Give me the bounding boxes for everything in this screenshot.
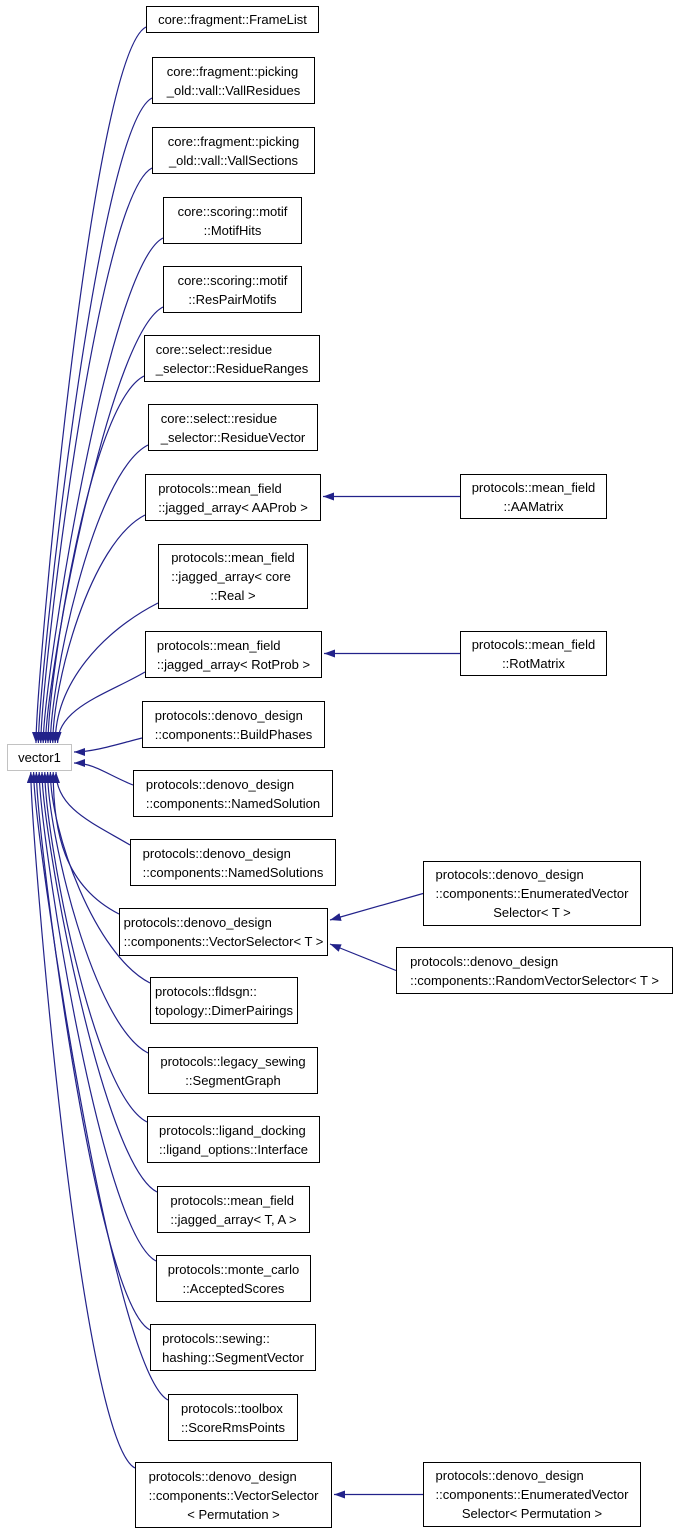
class-label-line: Selector< T > <box>493 905 571 920</box>
class-label-line: ::components::RandomVectorSelector< T > <box>410 972 659 988</box>
class-label-line: _old::vall::VallResidues <box>166 82 301 98</box>
class-label-line: core::fragment::picking <box>166 63 299 79</box>
class-label-line: protocols::denovo_design <box>123 915 272 930</box>
class-label-line: vector1 <box>18 750 61 765</box>
class-node-aa-matrix[interactable] <box>460 474 607 519</box>
class-node-score-rms-points[interactable] <box>168 1394 298 1441</box>
class-label <box>159 1121 308 1159</box>
class-node-jagged-array-core-real[interactable] <box>158 544 308 609</box>
class-node-dimer-pairings[interactable] <box>150 977 298 1024</box>
inheritance-edge-frame-list <box>36 27 146 743</box>
class-node-random-vector-selector-t[interactable] <box>396 947 673 994</box>
class-label-line: protocols::ligand_docking <box>159 1122 306 1138</box>
class-label-line: ::components::VectorSelector <box>148 1487 319 1503</box>
class-label-line: ::components::EnumeratedVector <box>435 886 629 901</box>
class-label-line: protocols::denovo_design <box>154 707 303 723</box>
class-label <box>155 982 293 1020</box>
class-label-line: protocols::mean_field <box>471 479 596 495</box>
class-label-line: _selector::ResidueRanges <box>155 360 309 376</box>
class-label-line: protocols::toolbox <box>180 1400 283 1416</box>
class-label-line: protocols::fldsgn:: <box>155 983 257 999</box>
class-label <box>143 844 324 882</box>
class-label-line: ::AAMatrix <box>503 498 564 514</box>
class-label-line: protocols::mean_field <box>170 1192 294 1208</box>
class-label-line: protocols::denovo_design <box>410 953 559 969</box>
class-node-enumerated-vector-selector-permutation[interactable] <box>423 1462 641 1527</box>
class-label-line: ::MotifHits <box>203 222 262 238</box>
class-label-line: _old::vall::VallSections <box>168 152 299 168</box>
class-label-line: ::components::BuildPhases <box>154 726 313 742</box>
class-label-line: ::ResPairMotifs <box>188 291 277 307</box>
class-label-line: protocols::legacy_sewing <box>160 1053 306 1069</box>
class-label <box>171 548 295 605</box>
class-label <box>167 62 300 100</box>
class-label <box>181 1399 285 1437</box>
class-label <box>155 706 313 744</box>
class-label <box>168 1260 300 1298</box>
class-label <box>170 1191 296 1229</box>
class-node-motif-hits[interactable] <box>163 197 302 244</box>
class-label <box>160 1052 305 1090</box>
class-node-named-solutions[interactable] <box>130 839 336 886</box>
class-label-line: protocols::mean_field <box>158 480 282 496</box>
class-label <box>168 132 300 170</box>
class-label <box>162 1329 304 1367</box>
class-label <box>158 479 308 517</box>
class-node-vall-sections[interactable] <box>152 127 315 174</box>
class-label-line: protocols::denovo_design <box>148 1468 297 1484</box>
class-label-line: _selector::ResidueVector <box>160 429 306 445</box>
class-label-line: ::ligand_options::Interface <box>159 1141 308 1157</box>
class-label-line: protocols::denovo_design <box>435 1468 584 1483</box>
class-label-line: < Permutation > <box>187 1506 280 1522</box>
inheritance-edge-residue-ranges <box>48 376 144 743</box>
class-label-line: protocols::denovo_design <box>145 776 295 792</box>
class-label <box>158 10 307 29</box>
class-label <box>436 865 629 922</box>
class-label-line: Selector< Permutation > <box>461 1506 603 1521</box>
class-label-line: core::scoring::motif <box>177 203 288 219</box>
class-node-enumerated-vector-selector-t[interactable] <box>423 861 641 926</box>
class-label-line: core::select::residue <box>155 341 273 357</box>
inheritance-edge-enumerated-vector-selector-t <box>330 894 423 921</box>
class-label-line: ::jagged_array< AAProb > <box>158 499 308 515</box>
class-label-line: protocols::sewing:: <box>162 1330 270 1346</box>
class-label-line: protocols::mean_field <box>471 636 596 652</box>
class-node-vector-selector-t[interactable] <box>119 908 328 956</box>
class-node-segment-vector[interactable] <box>150 1324 316 1371</box>
class-node-frame-list[interactable] <box>146 6 319 33</box>
class-label <box>146 775 320 813</box>
class-label-line: protocols::denovo_design <box>435 867 584 882</box>
class-node-segment-graph[interactable] <box>148 1047 318 1094</box>
class-label-line: ::SegmentGraph <box>185 1072 281 1088</box>
class-node-interface[interactable] <box>147 1116 320 1163</box>
class-node-jagged-array-aaprob[interactable] <box>145 474 321 521</box>
class-label <box>472 635 596 673</box>
class-label <box>161 409 306 447</box>
class-label-line: ::components::NamedSolution <box>145 795 321 811</box>
inheritance-edge-jagged-array-rotprob <box>58 672 145 743</box>
class-node-residue-ranges[interactable] <box>144 335 320 382</box>
class-label <box>436 1466 629 1523</box>
class-label <box>18 748 61 767</box>
class-label <box>472 478 596 516</box>
class-label-line: ::AcceptedScores <box>182 1280 285 1296</box>
inheritance-edge-build-phases <box>74 738 142 752</box>
class-label-line: ::Real > <box>210 588 256 603</box>
class-node-vall-residues[interactable] <box>152 57 315 104</box>
class-label <box>124 913 324 951</box>
inheritance-edge-random-vector-selector-t <box>330 944 396 971</box>
class-node-rot-matrix[interactable] <box>460 631 607 676</box>
class-node-named-solution[interactable] <box>133 770 333 817</box>
class-label <box>178 271 288 309</box>
class-node-jagged-array-t-a[interactable] <box>157 1186 310 1233</box>
class-label <box>149 1467 319 1524</box>
class-node-accepted-scores[interactable] <box>156 1255 311 1302</box>
class-label-line: core::fragment::picking <box>167 133 300 149</box>
class-label-line: ::ScoreRmsPoints <box>180 1419 286 1435</box>
inheritance-edge-residue-vector <box>50 445 148 743</box>
class-label-line: core::fragment::FrameList <box>158 12 307 27</box>
inheritance-edge-named-solutions <box>56 772 130 845</box>
class-label-line: protocols::mean_field <box>156 637 281 653</box>
class-label-line: ::RotMatrix <box>502 655 565 671</box>
class-label-line: ::components::EnumeratedVector <box>435 1487 629 1502</box>
class-label-line: topology::DimerPairings <box>155 1002 294 1018</box>
class-node-residue-vector[interactable] <box>148 404 318 451</box>
class-node-res-pair-motifs[interactable] <box>163 266 302 313</box>
class-label-line: protocols::denovo_design <box>142 845 291 861</box>
class-node-jagged-array-rotprob[interactable] <box>145 631 322 678</box>
class-node-build-phases[interactable] <box>142 701 325 748</box>
class-node-vector1 <box>7 744 72 771</box>
class-label-line: ::components::VectorSelector< T > <box>123 934 324 949</box>
class-label <box>178 202 288 240</box>
class-label <box>156 340 308 378</box>
class-label-line: ::jagged_array< T, A > <box>170 1211 297 1227</box>
class-label-line: core::scoring::motif <box>177 272 288 288</box>
class-node-vector-selector-permutation[interactable] <box>135 1462 332 1528</box>
class-label <box>157 636 310 674</box>
class-label-line: ::jagged_array< core <box>171 569 291 584</box>
class-label-line: ::components::NamedSolutions <box>142 864 324 880</box>
inheritance-edge-named-solution <box>74 763 133 785</box>
class-label <box>410 952 659 990</box>
class-label-line: hashing::SegmentVector <box>162 1349 304 1365</box>
class-label-line: protocols::mean_field <box>171 550 295 565</box>
class-label-line: protocols::monte_carlo <box>167 1261 300 1277</box>
class-label-line: ::jagged_array< RotProb > <box>156 656 311 672</box>
class-label-line: core::select::residue <box>160 410 278 426</box>
